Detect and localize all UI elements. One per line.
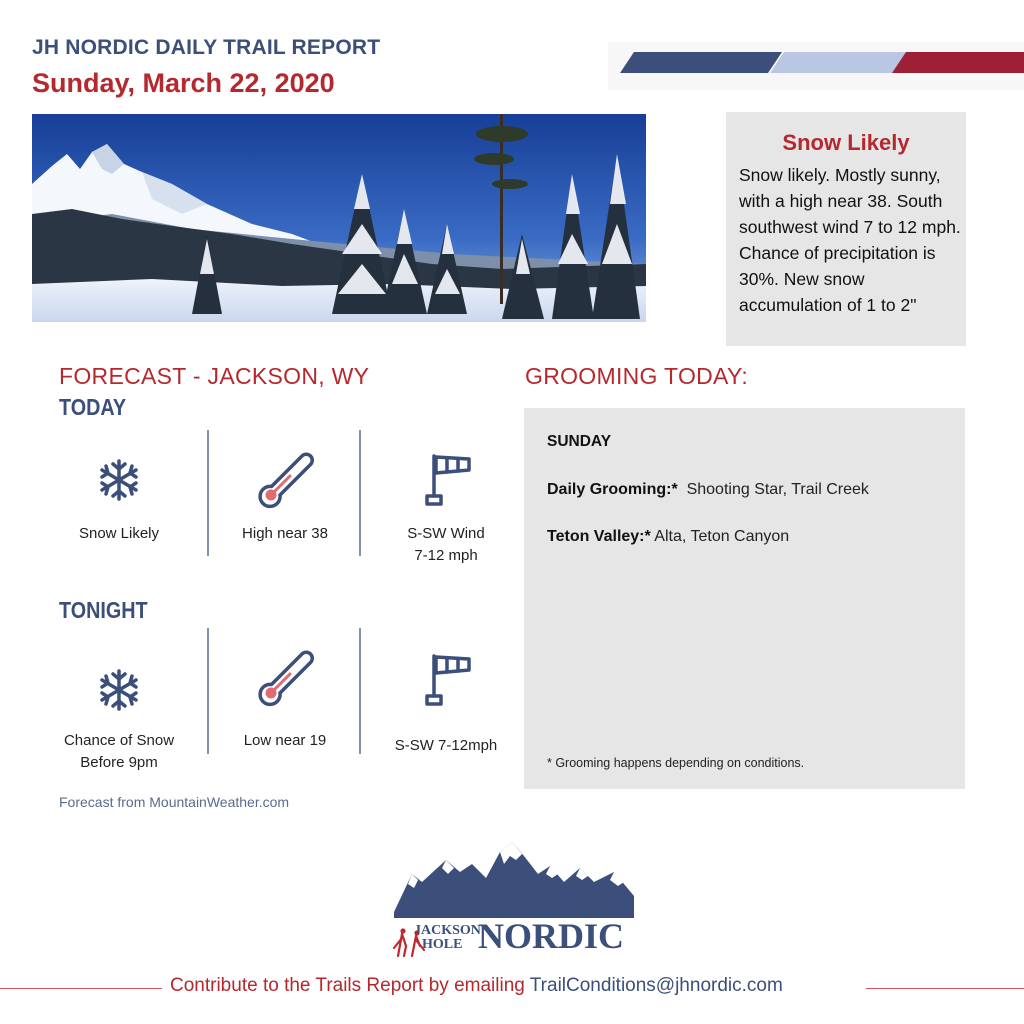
teton-valley-line xyxy=(547,528,789,546)
report-title: JH NORDIC DAILY TRAIL REPORT xyxy=(32,36,381,59)
windsock-icon xyxy=(422,450,474,508)
footer-rule-right xyxy=(866,988,1024,989)
footer-rule-left xyxy=(0,988,162,989)
daily-grooming-trails: Shooting Star, Trail Creek xyxy=(686,481,869,498)
tonight-heading: TONIGHT xyxy=(59,597,148,623)
footer-contribute xyxy=(170,975,783,997)
daily-grooming-label: Daily Grooming:* xyxy=(547,481,678,498)
daily-grooming-line xyxy=(547,481,869,499)
snowflake-icon xyxy=(98,458,140,502)
forecast-heading: FORECAST - JACKSON, WY xyxy=(59,363,370,389)
summary-title: Snow Likely xyxy=(782,130,910,155)
logo-word-jackson: JACKSON xyxy=(414,923,481,938)
jackson-hole-nordic-logo xyxy=(388,838,638,960)
tonight-temperature-label: Low near 19 xyxy=(243,732,327,749)
footer-text: Contribute to the Trails Report by emailing xyxy=(170,975,525,996)
stripe-red xyxy=(892,52,1024,73)
teton-valley-trails: Alta, Teton Canyon xyxy=(654,528,790,545)
report-date: Sunday, March 22, 2020 xyxy=(32,68,335,98)
grooming-panel xyxy=(524,408,965,789)
thermometer-icon xyxy=(256,450,316,510)
thermometer-icon xyxy=(256,648,316,708)
grooming-heading: GROOMING TODAY: xyxy=(525,363,749,389)
today-temperature-label: High near 38 xyxy=(242,525,328,542)
tonight-condition-label: Chance of Snow Before 9pm xyxy=(63,732,175,771)
today-wind-label: S-SW Wind 7-12 mph xyxy=(407,525,485,564)
footer-email-link[interactable]: TrailConditions@jhnordic.com xyxy=(529,975,783,996)
stripe-navy xyxy=(620,52,782,73)
grooming-day: SUNDAY xyxy=(547,433,612,450)
snowy-mountain-photo xyxy=(32,114,646,322)
tonight-wind-label: S-SW 7-12mph xyxy=(394,737,498,754)
teton-valley-label: Teton Valley:* xyxy=(547,528,651,545)
forecast-source: Forecast from MountainWeather.com xyxy=(59,794,290,810)
today-condition-label: Snow Likely xyxy=(78,525,160,542)
today-heading: TODAY xyxy=(59,394,127,420)
logo-word-hole: HOLE xyxy=(422,937,463,952)
windsock-icon xyxy=(422,650,474,708)
snowflake-icon xyxy=(98,668,140,712)
divider xyxy=(207,628,209,754)
divider xyxy=(207,430,209,556)
summary-text: Snow likely. Mostly sunny, with a high near 38. South southwest wind 7 to 12 mph. Chance of precipitation is 30%. New snow accumulation of 1 to 2" xyxy=(739,165,961,315)
grooming-note: * Grooming happens depending on conditions. xyxy=(547,756,805,770)
logo-word-nordic: NORDIC xyxy=(478,916,625,956)
